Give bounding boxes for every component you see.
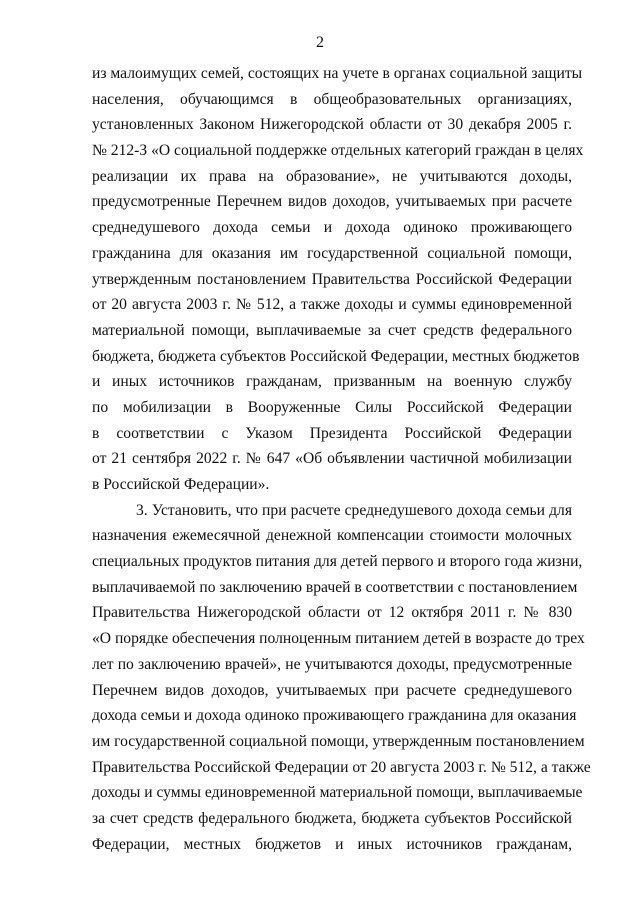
page-number: 2 bbox=[316, 34, 324, 51]
text-line: за счет средств федерального бюджета, бюджета субъектов Российской bbox=[92, 809, 572, 827]
text-line: из малоимущих семей, состоящих на учете в органах социальной защиты bbox=[92, 65, 583, 82]
text-line: утвержденным постановлением Правительства Российской Федерации bbox=[92, 270, 572, 288]
text-line: в Российской Федерации». bbox=[92, 476, 270, 493]
text-line: Перечнем видов доходов, учитываемых при расчете среднедушевого bbox=[92, 681, 572, 699]
text-line: в соответствии с Указом Президента Российской Федерации bbox=[92, 424, 572, 442]
text-line: населения, обучающимся в общеобразовательных организациях, bbox=[92, 90, 572, 108]
text-line: назначения ежемесячной денежной компенсации стоимости молочных bbox=[92, 527, 572, 545]
text-line: «О порядке обеспечения полноценным питанием детей в возрасте до трех bbox=[92, 630, 585, 648]
text-line: среднедушевого дохода семьи и дохода одиноко проживающего bbox=[92, 219, 572, 237]
text-line: Федерации, местных бюджетов и иных источников гражданам, bbox=[92, 835, 572, 853]
paragraph-3 bbox=[92, 498, 591, 858]
text-line: Правительства Нижегородской области от 12 октября 2011 г. № 830 bbox=[92, 604, 572, 622]
paragraph-continuation bbox=[92, 61, 584, 498]
text-line: лет по заключению врачей», не учитываются доходы, предусмотренные bbox=[92, 655, 572, 673]
text-line: от 20 августа 2003 г. № 512, а также доходы и суммы единовременной bbox=[92, 296, 572, 314]
text-line: по мобилизации в Вооруженные Силы Российской Федерации bbox=[92, 398, 572, 416]
text-line: от 21 сентября 2022 г. № 647 «Об объявлении частичной мобилизации bbox=[92, 450, 572, 468]
text-line: и иных источников гражданам, призванным на военную службу bbox=[92, 373, 572, 391]
text-line: материальной помощи, выплачиваемые за счет средств федерального bbox=[92, 321, 572, 339]
text-line: доходы и суммы единовременной материальной помощи, выплачиваемые bbox=[92, 784, 583, 802]
text-line: им государственной социальной помощи, утвержденным постановлением bbox=[92, 732, 585, 750]
document-body bbox=[92, 61, 591, 857]
text-line: специальных продуктов питания для детей первого и второго года жизни, bbox=[92, 553, 583, 571]
text-line: установленных Законом Нижегородской области от 30 декабря 2005 г. bbox=[92, 116, 572, 134]
text-line: гражданина для оказания им государственной социальной помощи, bbox=[92, 244, 572, 262]
text-line: предусмотренные Перечнем видов доходов, учитываемых при расчете bbox=[92, 193, 572, 211]
text-line: 3. Установить, что при расчете среднедушевого дохода семьи для bbox=[136, 501, 572, 519]
text-line: Правительства Российской Федерации от 20 августа 2003 г. № 512, а также bbox=[92, 758, 591, 776]
text-line: выплачиваемой по заключению врачей в соответствии с постановлением bbox=[92, 578, 578, 596]
text-line: № 212-З «О социальной поддержке отдельных категорий граждан в целях bbox=[92, 142, 584, 160]
text-line: реализации их права на образование», не учитываются доходы, bbox=[92, 167, 572, 185]
text-line: бюджета, бюджета субъектов Российской Федерации, местных бюджетов bbox=[92, 347, 580, 365]
text-line: дохода семьи и дохода одиноко проживающего гражданина для оказания bbox=[92, 707, 577, 725]
